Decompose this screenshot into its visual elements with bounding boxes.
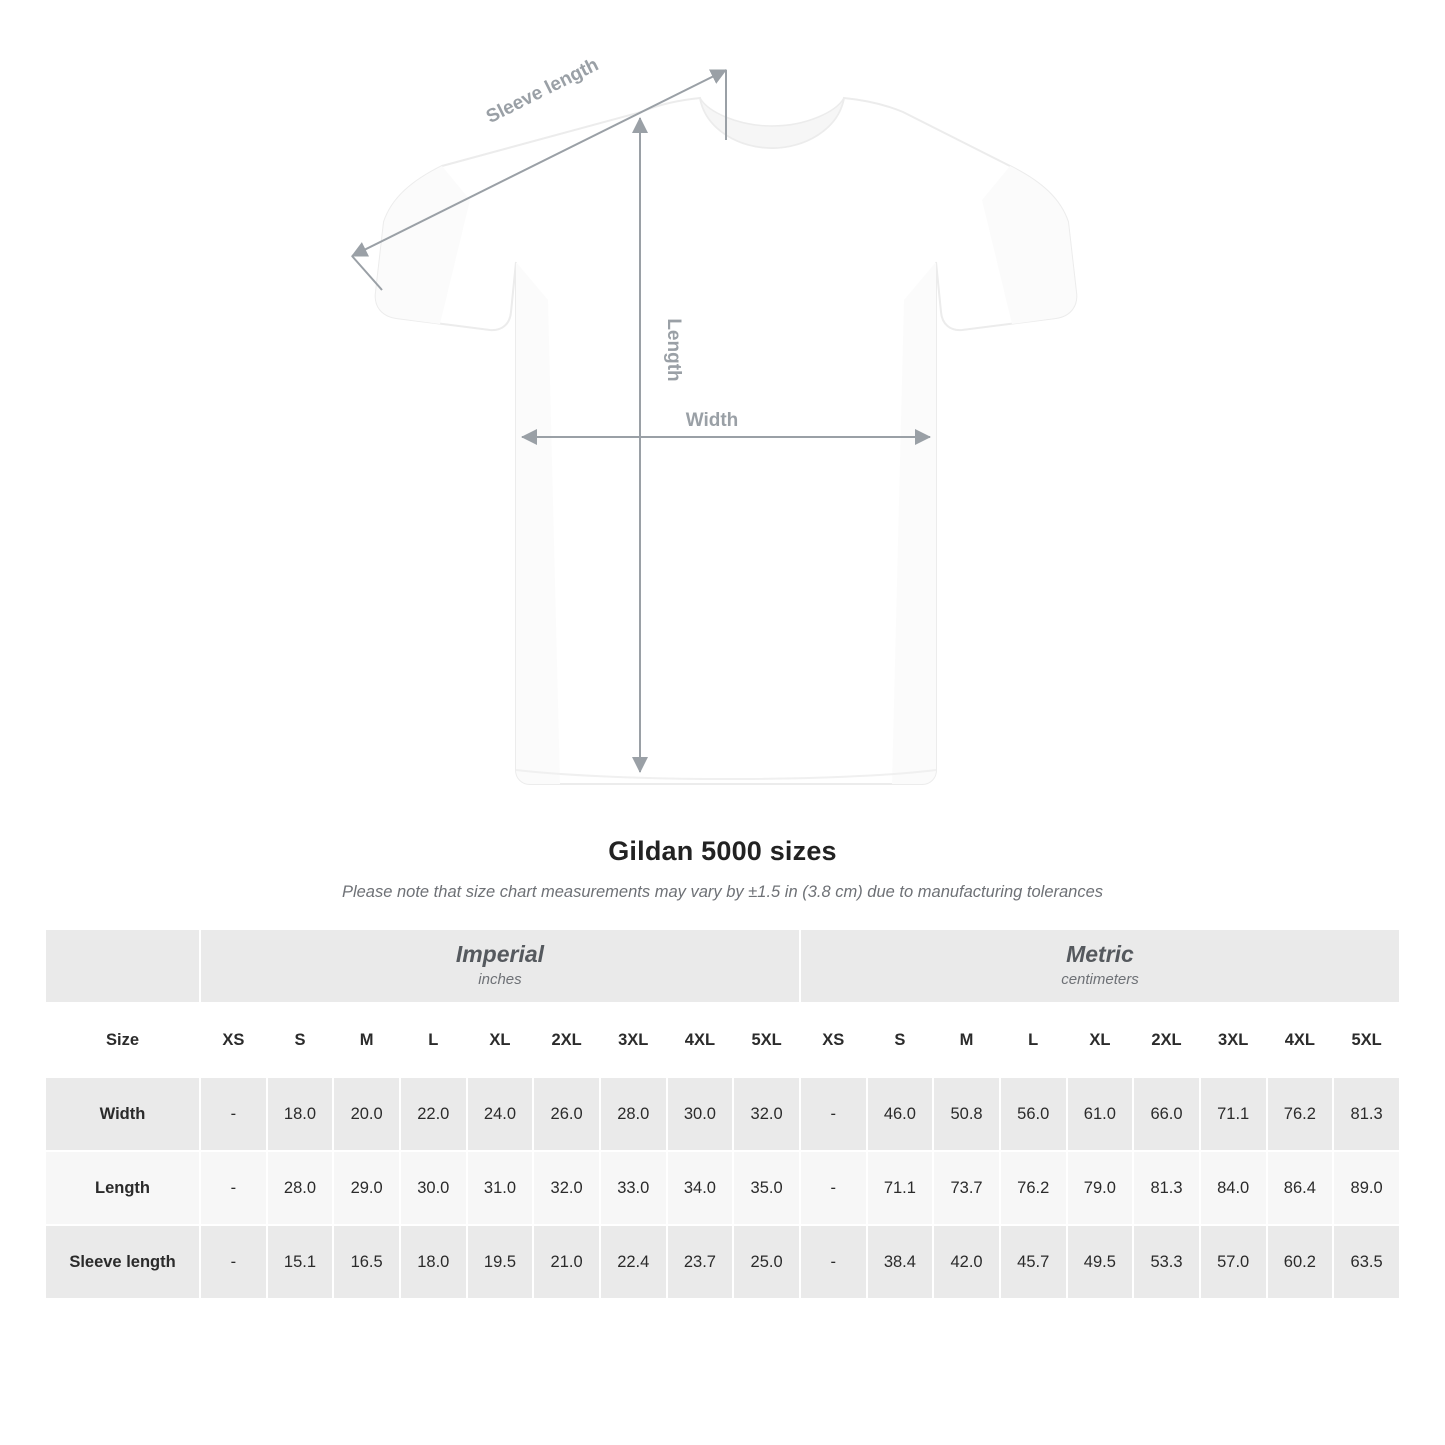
data-cell: 53.3: [1133, 1225, 1200, 1299]
data-cell: 25.0: [733, 1225, 800, 1299]
tshirt-shape: [376, 98, 1077, 784]
unit-metric-sub: centimeters: [1061, 971, 1139, 989]
data-cell: -: [200, 1225, 267, 1299]
data-cell: 76.2: [1000, 1151, 1067, 1225]
data-cell: 28.0: [600, 1077, 667, 1151]
data-cell: 66.0: [1133, 1077, 1200, 1151]
header-cell: XS: [200, 1003, 267, 1077]
data-cell: 61.0: [1067, 1077, 1134, 1151]
data-cell: 16.5: [333, 1225, 400, 1299]
title-block: [0, 836, 1445, 902]
unit-header-row: [45, 929, 1400, 1003]
data-cell: 56.0: [1000, 1077, 1067, 1151]
data-cell: -: [800, 1151, 867, 1225]
data-cell: 76.2: [1267, 1077, 1334, 1151]
data-cell: 30.0: [667, 1077, 734, 1151]
unit-imperial-sub: inches: [478, 971, 522, 989]
data-cell: 45.7: [1000, 1225, 1067, 1299]
header-cell: 4XL: [667, 1003, 734, 1077]
data-cell: 29.0: [333, 1151, 400, 1225]
data-cell: 71.1: [867, 1151, 934, 1225]
data-cell: 32.0: [533, 1151, 600, 1225]
header-cell: 5XL: [1333, 1003, 1400, 1077]
header-cell: S: [267, 1003, 334, 1077]
row-label: Width: [45, 1077, 200, 1151]
data-cell: 19.5: [467, 1225, 534, 1299]
data-cell: 31.0: [467, 1151, 534, 1225]
tolerance-note: Please note that size chart measurements may vary by ±1.5 in (3.8 cm) due to manufacturing tolerances: [341, 883, 1104, 901]
header-cell: 2XL: [533, 1003, 600, 1077]
data-cell: 50.8: [933, 1077, 1000, 1151]
row-label: Length: [45, 1151, 200, 1225]
data-cell: 79.0: [1067, 1151, 1134, 1225]
page-title: Gildan 5000 sizes: [608, 836, 837, 866]
size-table: [44, 928, 1401, 1300]
sleeve-length-label: Sleeve length: [483, 54, 603, 128]
header-cell: S: [867, 1003, 934, 1077]
width-label: Width: [685, 410, 739, 431]
table-row: [45, 1077, 1400, 1151]
data-cell: 63.5: [1333, 1225, 1400, 1299]
data-cell: 49.5: [1067, 1225, 1134, 1299]
data-cell: 86.4: [1267, 1151, 1334, 1225]
header-cell: XL: [467, 1003, 534, 1077]
data-cell: 30.0: [400, 1151, 467, 1225]
unit-header-imperial: [200, 929, 800, 1003]
data-cell: 32.0: [733, 1077, 800, 1151]
data-cell: -: [800, 1225, 867, 1299]
data-cell: 26.0: [533, 1077, 600, 1151]
unit-header-spacer: [45, 929, 200, 1003]
data-cell: 28.0: [267, 1151, 334, 1225]
table-row: [45, 1225, 1400, 1299]
header-cell: M: [933, 1003, 1000, 1077]
length-label: Length: [663, 318, 684, 382]
header-cell: 3XL: [1200, 1003, 1267, 1077]
data-cell: 38.4: [867, 1225, 934, 1299]
header-cell: XS: [800, 1003, 867, 1077]
data-cell: 20.0: [333, 1077, 400, 1151]
data-cell: 84.0: [1200, 1151, 1267, 1225]
unit-header-metric: [800, 929, 1400, 1003]
data-cell: 60.2: [1267, 1225, 1334, 1299]
header-cell: XL: [1067, 1003, 1134, 1077]
data-cell: 22.0: [400, 1077, 467, 1151]
header-cell: L: [400, 1003, 467, 1077]
data-cell: 24.0: [467, 1077, 534, 1151]
header-cell: 4XL: [1267, 1003, 1334, 1077]
header-cell: 5XL: [733, 1003, 800, 1077]
data-cell: -: [200, 1077, 267, 1151]
data-cell: 18.0: [267, 1077, 334, 1151]
data-cell: 18.0: [400, 1225, 467, 1299]
data-cell: 89.0: [1333, 1151, 1400, 1225]
data-cell: 15.1: [267, 1225, 334, 1299]
data-cell: 42.0: [933, 1225, 1000, 1299]
unit-metric-label: Metric: [1066, 941, 1134, 968]
data-cell: 22.4: [600, 1225, 667, 1299]
data-cell: 81.3: [1133, 1151, 1200, 1225]
data-cell: 34.0: [667, 1151, 734, 1225]
size-table-wrap: [0, 928, 1445, 1300]
data-cell: 23.7: [667, 1225, 734, 1299]
row-label: Sleeve length: [45, 1225, 200, 1299]
data-cell: 46.0: [867, 1077, 934, 1151]
data-cell: 81.3: [1333, 1077, 1400, 1151]
table-header-row: [45, 1003, 1400, 1077]
unit-imperial-label: Imperial: [455, 941, 545, 968]
header-size: Size: [45, 1003, 200, 1077]
data-cell: 21.0: [533, 1225, 600, 1299]
header-cell: M: [333, 1003, 400, 1077]
data-cell: 35.0: [733, 1151, 800, 1225]
header-cell: 3XL: [600, 1003, 667, 1077]
data-cell: 73.7: [933, 1151, 1000, 1225]
table-row: [45, 1151, 1400, 1225]
data-cell: 71.1: [1200, 1077, 1267, 1151]
data-cell: -: [200, 1151, 267, 1225]
data-cell: 33.0: [600, 1151, 667, 1225]
data-cell: 57.0: [1200, 1225, 1267, 1299]
data-cell: -: [800, 1077, 867, 1151]
header-cell: L: [1000, 1003, 1067, 1077]
header-cell: 2XL: [1133, 1003, 1200, 1077]
